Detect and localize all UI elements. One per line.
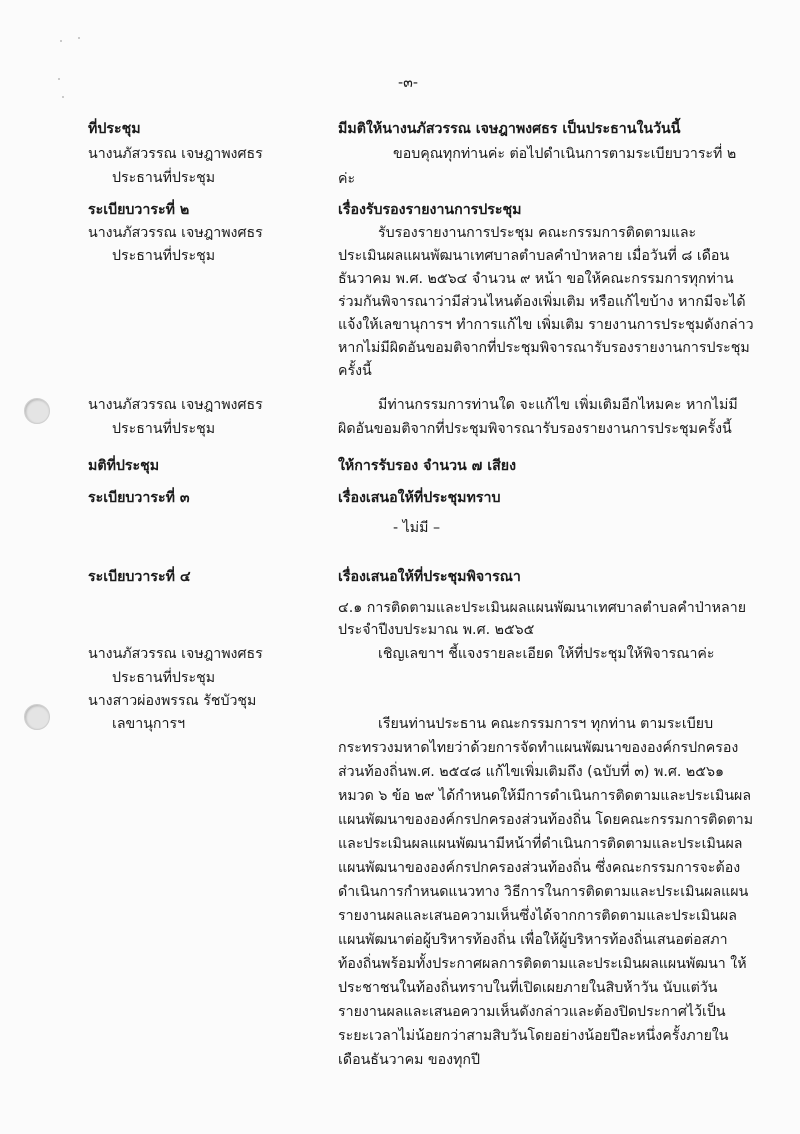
secretary-text-line: ท้องถิ่นพร้อมทั้งประกาศผลการติดตามและประเมินผลแผนพัฒนา ให้ bbox=[338, 956, 747, 972]
chair-name: นางนภัสวรรณ เจษฎาพงศธร bbox=[88, 397, 263, 413]
secretary-name: นางสาวผ่องพรรณ รัชบัวชุม bbox=[88, 693, 257, 709]
secretary-text-line: ดำเนินการกำหนดแนวทาง วิธีการในการติดตามและประเมินผลแผน bbox=[338, 884, 749, 900]
resolution-label: มติที่ประชุม bbox=[88, 458, 160, 474]
secretary-text-line: เดือนธันวาคม ของทุกปี bbox=[338, 1052, 481, 1068]
agenda3-none: - ไม่มี – bbox=[393, 520, 441, 536]
agenda4-item-line: ๔.๑ การติดตามและประเมินผลแผนพัฒนาเทศบาลตำบลคำป่าหลาย bbox=[338, 600, 747, 616]
agenda2-question-line: ผิดอันขอมติจากที่ประชุมพิจารณารับรองรายงานการประชุมครั้งนี้ bbox=[338, 421, 732, 437]
chair-role: ประธานที่ประชุม bbox=[112, 670, 216, 686]
venue-text: มีมติให้นางนภัสวรรณ เจษฎาพงศธร เป็นประธานในวันนี้ bbox=[338, 121, 681, 137]
secretary-text-line: เรียนท่านประธาน คณะกรรมการฯ ทุกท่าน ตามระเบียบ bbox=[378, 716, 714, 732]
secretary-text-line: และประเมินผลแผนพัฒนามีหน้าที่ดำเนินการติดตามและประเมินผล bbox=[338, 836, 743, 852]
chair-name: นางนภัสวรรณ เจษฎาพงศธร bbox=[88, 225, 263, 241]
agenda2-paragraph-line: หากไม่มีผิดอันขอมติจากที่ประชุมพิจารณารับรองรายงานการประชุม bbox=[338, 340, 750, 356]
agenda4-title: เรื่องเสนอให้ที่ประชุมพิจารณา bbox=[338, 569, 521, 585]
scan-speck bbox=[62, 96, 64, 98]
agenda2-question-line: มีท่านกรรมการท่านใด จะแก้ไข เพิ่มเติมอีกไหมคะ หากไม่มี bbox=[378, 397, 738, 413]
chair-message-cont: ค่ะ bbox=[338, 171, 356, 187]
scan-speck bbox=[58, 78, 60, 80]
secretary-text-line: รายงานผลและเสนอความเห็นดังกล่าวและต้องปิดประกาศไว้เป็น bbox=[338, 1004, 726, 1020]
chair-name: นางนภัสวรรณ เจษฎาพงศธร bbox=[88, 146, 263, 162]
agenda2-paragraph-line: รับรองรายงานการประชุม คณะกรรมการติดตามและ bbox=[378, 225, 697, 241]
agenda4-label: ระเบียบวาระที่ ๔ bbox=[88, 569, 191, 585]
punch-hole bbox=[24, 398, 50, 424]
secretary-text-line: ส่วนท้องถิ่นพ.ศ. ๒๕๔๘ แก้ไขเพิ่มเติมถึง (ฉบับที่ ๓) พ.ศ. ๒๕๖๑ bbox=[338, 764, 724, 780]
secretary-text-line: แผนพัฒนาต่อผู้บริหารท้องถิ่น เพื่อให้ผู้บริหารท้องถิ่นเสนอต่อสภา bbox=[338, 932, 728, 948]
agenda2-label: ระเบียบวาระที่ ๒ bbox=[88, 202, 190, 218]
scan-speck bbox=[78, 37, 80, 39]
secretary-text-line: กระทรวงมหาดไทยว่าด้วยการจัดทำแผนพัฒนาขององค์กรปกครอง bbox=[338, 740, 739, 756]
secretary-text-line: รายงานผลและเสนอความเห็นซึ่งได้จากการติดตามและประเมินผล bbox=[338, 908, 737, 924]
punch-hole bbox=[24, 704, 50, 730]
agenda2-title: เรื่องรับรองรายงานการประชุม bbox=[338, 202, 522, 218]
secretary-text-line: แผนพัฒนาขององค์กรปกครองส่วนท้องถิ่น ซึ่งคณะกรรมการจะต้อง bbox=[338, 860, 741, 876]
secretary-role: เลขานุการฯ bbox=[112, 716, 186, 732]
page-number: -๓- bbox=[398, 75, 418, 91]
agenda2-paragraph-line: ครั้งนี้ bbox=[338, 363, 372, 379]
agenda4-item-line: ประจำปีงบประมาณ พ.ศ. ๒๕๖๕ bbox=[338, 622, 535, 638]
secretary-text-line: แผนพัฒนาขององค์กรปกครองส่วนท้องถิ่น โดยคณะกรรมการติดตาม bbox=[338, 812, 754, 828]
agenda2-paragraph-line: ธันวาคม พ.ศ. ๒๕๖๔ จำนวน ๙ หน้า ขอให้คณะกรรมการทุกท่าน bbox=[338, 271, 734, 287]
agenda2-paragraph-line: ประเมินผลแผนพัฒนาเทศบาลตำบลคำป่าหลาย เมื่อวันที่ ๘ เดือน bbox=[338, 248, 730, 264]
chair-name: นางนภัสวรรณ เจษฎาพงศธร bbox=[88, 646, 263, 662]
secretary-text-line: หมวด ๖ ข้อ ๒๙ ได้กำหนดให้มีการดำเนินการติดตามและประเมินผล bbox=[338, 788, 752, 804]
secretary-text-line: ประชาชนในท้องถิ่นทราบในที่เปิดเผยภายในสิบห้าวัน นับแต่วัน bbox=[338, 980, 718, 996]
agenda3-label: ระเบียบวาระที่ ๓ bbox=[88, 490, 190, 506]
venue-label: ที่ประชุม bbox=[88, 121, 141, 137]
agenda4-invite: เชิญเลขาฯ ชี้แจงรายละเอียด ให้ที่ประชุมให้พิจารณาค่ะ bbox=[378, 646, 715, 662]
chair-role: ประธานที่ประชุม bbox=[112, 421, 216, 437]
resolution-text: ให้การรับรอง จำนวน ๗ เสียง bbox=[338, 458, 517, 474]
scan-speck bbox=[60, 40, 62, 42]
secretary-text-line: ระยะเวลาไม่น้อยกว่าสามสิบวันโดยอย่างน้อยปีละหนึ่งครั้งภายใน bbox=[338, 1028, 729, 1044]
agenda2-paragraph-line: ร่วมกันพิจารณาว่ามีส่วนไหนต้องเพิ่มเติม หรือแก้ไขบ้าง หากมีจะได้ bbox=[338, 294, 746, 310]
agenda3-title: เรื่องเสนอให้ที่ประชุมทราบ bbox=[338, 490, 501, 506]
chair-message: ขอบคุณทุกท่านค่ะ ต่อไปดำเนินการตามระเบียบวาระที่ ๒ bbox=[393, 146, 737, 162]
chair-role: ประธานที่ประชุม bbox=[112, 248, 216, 264]
agenda2-paragraph-line: แจ้งให้เลขานุการฯ ทำการแก้ไข เพิ่มเติม รายงานการประชุมดังกล่าว bbox=[338, 317, 754, 333]
chair-role: ประธานที่ประชุม bbox=[112, 170, 216, 186]
